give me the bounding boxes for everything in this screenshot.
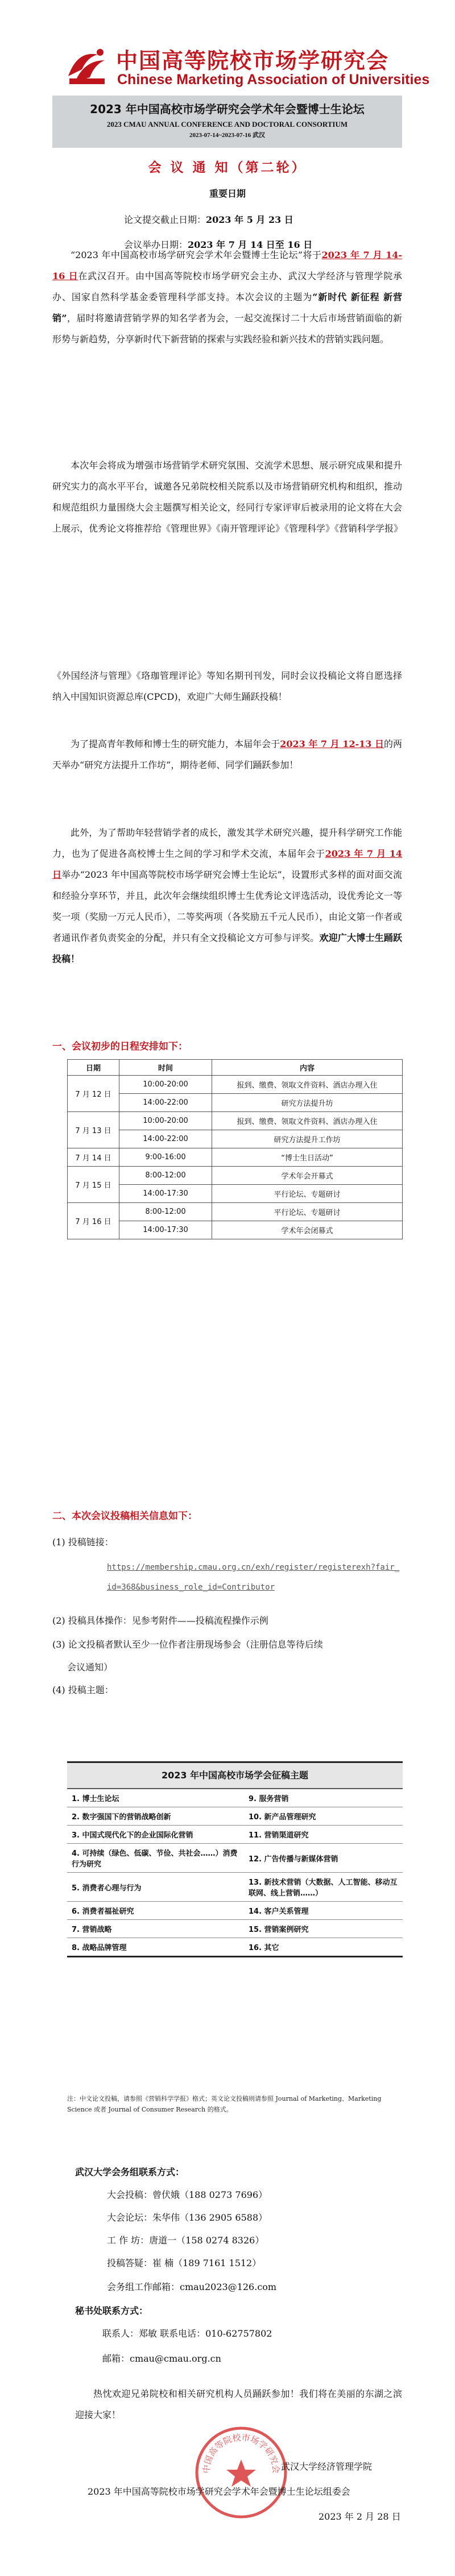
submission-steps: (2) 投稿具体操作：见参考附件——投稿流程操作示例	[52, 1615, 268, 1626]
schedule-content: 研究方法提升工作坊	[212, 1130, 403, 1148]
submission-link-label: (1) 投稿链接：	[52, 1537, 114, 1548]
schedule-date: 7 月 13 日	[68, 1112, 119, 1148]
schedule-date: 7 月 15 日	[68, 1167, 119, 1203]
submission-topics-label: (4) 投稿主题：	[52, 1685, 114, 1695]
topic-item: 7. 营销战略	[67, 1920, 244, 1938]
workshop-text-a: 为了提高青年教师和博士生的研究能力，本届年会于	[71, 739, 280, 749]
schedule-header-content: 内容	[212, 1060, 403, 1076]
schedule-content: 报到、缴费、领取文件资料、酒店办理入住	[212, 1112, 403, 1130]
deadline-value: 2023 年 5 月 23 日	[206, 214, 293, 225]
topic-item: 4. 可持续（绿色、低碳、节俭、共社会……）消费行为研究	[67, 1844, 244, 1873]
intro-paragraph-2: 本次年会将成为增强市场营销学术研究氛围、交流学术思想、展示研究成果和提升研究实力的高水平平台，诚邀各兄弟院校相关院系以及市场营销研究机构和组织，推动和规范组织力量围绕大会主题撰写相关论文，经同行专家评审后被录用的论文将在大会上展示，优秀论文将推荐给《管理世界》《南开管理评论》《管理科学》《营销科学学报》	[52, 460, 403, 534]
conference-title: 2023 年中国高校市场学研究会学术年会暨博士生论坛	[90, 102, 365, 116]
topics-table	[67, 1789, 403, 1957]
topic-item: 8. 战略品牌管理	[67, 1938, 244, 1957]
workshop-date: 2023 年 7 月 12-13 日	[280, 739, 384, 749]
secretariat-contact-line: 联系人：郑敏 联系电话：010-62757802	[102, 2328, 272, 2339]
topics-note: 注：中文论文投稿，请参照《营销科学学报》格式；英文论文投稿则请参照 Journal of Marketing、Marketing Science 或者 Journal of Consumer Research 的格式。	[67, 2095, 382, 2113]
topics-table-box	[67, 1761, 403, 1957]
schedule-content: 学术年会闭幕式	[212, 1221, 403, 1239]
submission-registration-note: (3) 论文投稿者默认至少一位作者注册现场参会（注册信息等待后续	[52, 1639, 323, 1650]
important-dates-heading: 重要日期	[209, 188, 246, 199]
schedule-content: 学术年会开幕式	[212, 1167, 403, 1185]
topic-item: 12. 广告传播与新媒体营销	[244, 1844, 403, 1873]
topics-row	[67, 1844, 403, 1873]
intro-p1-date: 2023 年 7 月 14-16 日	[52, 250, 402, 281]
seal-text: 中国高等院校市场学研究会	[201, 2432, 282, 2474]
intro-paragraph-3: 《外国经济与管理》《珞珈管理评论》等知名期刊刊发，同时会议投稿论文将自愿选择纳入中国知识资源总库(CPCD)，欢迎广大师生踊跃投稿！	[52, 670, 402, 702]
schedule-row	[68, 1167, 403, 1185]
topic-item: 9. 服务营销	[244, 1789, 403, 1807]
schedule-time: 8:00-12:00	[119, 1203, 212, 1221]
schedule-date: 7 月 14 日	[68, 1148, 119, 1167]
topic-item: 14. 客户关系管理	[244, 1902, 403, 1920]
topics-row	[67, 1789, 403, 1807]
schedule-row	[68, 1112, 403, 1130]
deadline-line	[124, 213, 293, 226]
topics-row	[67, 1938, 403, 1957]
topic-item: 6. 消费者福祉研究	[67, 1902, 244, 1920]
schedule-time: 14:00-17:30	[119, 1185, 212, 1203]
association-name-en: Chinese Marketing Association of Universities	[117, 72, 430, 88]
schedule-row	[68, 1203, 403, 1221]
workshop-text-b: 的两天举办“研究方法提升工作坊”，期待老师、同学们踊跃参加！	[52, 739, 402, 770]
association-logo	[65, 43, 430, 93]
submission-link[interactable]: https://membership.cmau.org.cn/exh/register/registerexh?fair_id=368&business_role_id=Contributor	[107, 1563, 400, 1592]
schedule-content: 研究方法提升坊	[212, 1094, 403, 1112]
topic-item: 16. 其它	[244, 1938, 403, 1957]
doctoral-forum-paragraph	[52, 822, 402, 969]
schedule-table	[67, 1059, 403, 1239]
topics-row	[67, 1826, 403, 1844]
signature-date: 2023 年 2 月 28 日	[318, 2511, 401, 2522]
signature-org-1: 武汉大学经济管理学院	[281, 2461, 373, 2472]
schedule-date: 7 月 12 日	[68, 1076, 119, 1112]
topic-item: 5. 消费者心理与行为	[67, 1873, 244, 1902]
topic-item: 15. 营销案例研究	[244, 1920, 403, 1938]
schedule-content: “博士生日活动”	[212, 1148, 403, 1167]
signature-org-2: 2023 年中国高等院校市场学研究会学术年会暨博士生论坛组委会	[88, 2486, 350, 2497]
topics-title: 2023 年中国高校市场学会征稿主题	[67, 1761, 403, 1789]
schedule-header-time: 时间	[119, 1060, 212, 1076]
conference-title-en: 2023 CMAU ANNUAL CONFERENCE AND DOCTORAL CONSORTIUM	[106, 120, 348, 128]
intro-p1-text-c: ，届时将邀请营销学界的知名学者为会，一起交流探讨二十大后市场营销面临的新形势与新趋势，分享新时代下新营销的探索与实践经验和新兴技术的营销实践问题。	[52, 313, 402, 345]
topic-item: 3. 中国式现代化下的企业国际化营销	[67, 1826, 244, 1844]
association-mark-icon	[65, 47, 109, 88]
secretariat-email-line: 邮箱：cmau@cmau.org.cn	[102, 2353, 221, 2364]
topics-row	[67, 1920, 403, 1938]
schedule-time: 14:00-22:00	[119, 1130, 212, 1148]
contact-line: 大会论坛：朱华伟（136 2905 6588）	[107, 2212, 268, 2223]
schedule-time: 14:00-22:00	[119, 1094, 212, 1112]
topic-item: 1. 博士生论坛	[67, 1789, 244, 1807]
schedule-row	[68, 1148, 403, 1167]
topics-row	[67, 1873, 403, 1902]
schedule-heading: 一、会议初步的日程安排如下：	[52, 1041, 188, 1052]
submission-registration-note-cont: 会议通知）	[67, 1662, 113, 1673]
meeting-date-value: 2023 年 7 月 14 日至 16 日	[188, 239, 313, 250]
secretariat-contact-heading: 秘书处联系方式：	[75, 2305, 148, 2316]
topic-item: 11. 营销渠道研究	[244, 1826, 403, 1844]
schedule-time: 9:00-16:00	[119, 1148, 212, 1167]
intro-p1-theme: “新时代 新征程 新营销”	[52, 292, 402, 323]
topic-item: 13. 新技术营销（大数据、人工智能、移动互联网、线上营销……）	[244, 1873, 403, 1902]
conference-banner	[52, 96, 402, 148]
contact-line: 投稿答疑：崔 楠（189 7161 1512）	[107, 2258, 262, 2268]
schedule-time: 8:00-12:00	[119, 1167, 212, 1185]
closing-paragraph: 热忱欢迎兄弟院校和相关研究机构人员踊跃参加！我们将在美丽的东湖之滨迎接大家！	[75, 2388, 402, 2420]
official-seal-icon	[193, 2424, 289, 2521]
topic-item: 10. 新产品管理研究	[244, 1807, 403, 1826]
intro-p1-text-a: “2023 年中国高校市场学研究会学术年会暨博士生论坛”将于	[71, 250, 322, 260]
forum-call: 欢迎广大博士生踊跃投稿！	[52, 932, 402, 964]
meeting-date-label: 会议举办日期：	[124, 239, 188, 250]
notice-title: 会 议 通 知（第二轮）	[148, 160, 307, 175]
association-name-cn: 中国高等院校市场学研究会	[116, 48, 390, 73]
conference-date-line: 2023-07-14~2023-07-16 武汉	[189, 132, 266, 139]
schedule-date: 7 月 16 日	[68, 1203, 119, 1239]
workshop-paragraph	[52, 733, 402, 775]
schedule-content: 平行论坛、专题研讨	[212, 1185, 403, 1203]
contact-line: 大会投稿：曾伏娥（188 0273 7696）	[107, 2189, 268, 2200]
schedule-time: 10:00-20:00	[119, 1112, 212, 1130]
topics-row	[67, 1902, 403, 1920]
forum-text-b: 举办“2023 年中国高等院校市场学研究会博士生论坛”，设置形式多样的面对面交流和经验分享环节，并且，此次年会继续组织博士生优秀论文评选活动，设优秀论文一等奖一项（奖励一万元人民币），二等奖两项（各奖励五千元人民币），由论文第一作者或者通讯作者负责奖金的分配，并只有全文投稿论文方可参与评奖。	[52, 869, 402, 943]
submission-heading: 二、本次会议投稿相关信息如下：	[52, 1511, 197, 1522]
schedule-content: 平行论坛、专题研讨	[212, 1203, 403, 1221]
topics-row	[67, 1807, 403, 1826]
schedule-time: 10:00-20:00	[119, 1076, 212, 1094]
forum-date: 2023 年 7 月 14 日	[52, 848, 402, 880]
topic-item: 2. 数字强国下的营销战略创新	[67, 1807, 244, 1826]
schedule-header-row	[68, 1060, 403, 1076]
intro-paragraph-1	[52, 244, 402, 350]
schedule-row	[68, 1076, 403, 1094]
intro-p1-text-b: 在武汉召开。由中国高等院校市场学研究会主办、武汉大学经济与管理学院承办、国家自然科学基金委管理科学部支持。本次会议的主题为	[52, 271, 402, 302]
forum-text-a: 此外，为了帮助年轻营销学者的成长，激发其学术研究兴趣，提升科学研究工作能力，也为了促进各高校博士生之间的学习和学术交流，本届年会于	[52, 827, 402, 859]
organizer-contact-heading: 武汉大学会务组联系方式：	[75, 2167, 185, 2177]
contact-email-line: 会务组工作邮箱：cmau2023@126.com	[107, 2282, 277, 2292]
schedule-time: 14:00-17:30	[119, 1221, 212, 1239]
deadline-label: 论文提交截止日期：	[124, 214, 206, 225]
contact-line: 工 作 坊：唐道一（158 0274 8326）	[107, 2235, 264, 2246]
schedule-content: 报到、缴费、领取文件资料、酒店办理入住	[212, 1076, 403, 1094]
schedule-header-date: 日期	[68, 1060, 119, 1076]
